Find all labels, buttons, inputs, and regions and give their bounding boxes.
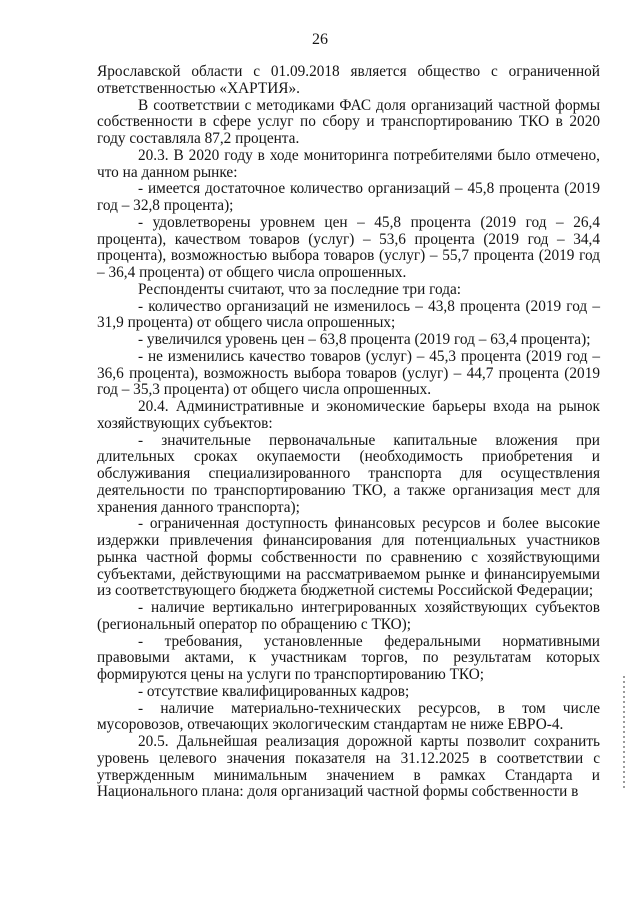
bullet-item: - наличие материально-технических ресурсов, в том числе мусоровозов, отвечающих экологическим стандартам не ниже ЕВРО-4. bbox=[97, 699, 600, 734]
bullet-item: - увеличился уровень цен – 63,8 процента (2019 год – 63,4 процента); bbox=[138, 331, 591, 348]
section-20-4-heading: 20.4. Административные и экономические барьеры входа на рынок хозяйствующих субъектов: bbox=[97, 398, 600, 432]
document-body bbox=[97, 64, 600, 801]
paragraph: Ярославской области с 01.09.2018 является общество с ограниченной ответственностью «ХАРТИЯ». bbox=[97, 63, 600, 97]
bullet-item: - наличие вертикально интегрированных хозяйствующих субъектов (региональный оператор по обращению с ТКО); bbox=[97, 599, 600, 633]
bullet-item: - требования, установленные федеральными нормативными правовыми актами, к участникам торгов, по результатам которых формируются цены на услуги по транспортированию ТКО; bbox=[97, 632, 600, 683]
bullet-item: - имеется достаточное количество организаций – 45,8 процента (2019 год – 32,8 процента); bbox=[97, 180, 600, 214]
section-20-3-heading: 20.3. В 2020 году в ходе мониторинга потребителями было отмечено, что на данном рынке: bbox=[97, 146, 600, 181]
bullet-item: - удовлетворены уровнем цен – 45,8 процента (2019 год – 26,4 процента), качеством товаров (услуг) – 53,6 процента (2019 год – 34,4 процента), возможностью выбора товаров (услуг) – 55,7 процента (2019 год – 36,4 процента) от общего числа опрошенных. bbox=[97, 213, 600, 281]
bullet-item: - не изменились качество товаров (услуг) – 45,3 процента (2019 год – 36,6 процента), возможность выбора товаров (услуг) – 44,7 процента (2019 год – 35,3 процента) от общего числа опрошенных. bbox=[97, 347, 600, 399]
section-20-5-paragraph: 20.5. Дальнейшая реализация дорожной карты позволит сохранить уровень целевого значения показателя на 31.12.2025 в соответствии с утвержденным минимальным значением в рамках Стандарта и Национального плана: доля организаций частной формы собственности в bbox=[97, 733, 600, 801]
scan-edge-mark bbox=[623, 676, 625, 790]
bullet-item: - количество организаций не изменилось – 43,8 процента (2019 год – 31,9 процента) от общего числа опрошенных; bbox=[97, 297, 600, 332]
bullet-item: - отсутствие квалифицированных кадров; bbox=[138, 682, 410, 700]
paragraph: Респонденты считают, что за последние три года: bbox=[138, 280, 462, 298]
page-number: 26 bbox=[312, 31, 328, 48]
paragraph: В соответствии с методиками ФАС доля организаций частной формы собственности в сфере услуг по сбору и транспортированию ТКО в 2020 году составляла 87,2 процента. bbox=[97, 96, 600, 147]
bullet-item: - ограниченная доступность финансовых ресурсов и более высокие издержки привлечения финансирования для потенциальных участников рынка частной формы собственности по сравнению с хозяйствующими субъектами, действующими на рассматриваемом рынке и финансируемыми из соответствующего бюджета бюджетной системы Российской Федерации; bbox=[97, 515, 600, 600]
bullet-item: - значительные первоначальные капитальные вложения при длительных сроках окупаемости (необходимость приобретения и обслуживания специализированного транспорта для осуществления деятельности по транспортированию ТКО, а также организация мест для хранения данного транспорта); bbox=[97, 431, 600, 516]
